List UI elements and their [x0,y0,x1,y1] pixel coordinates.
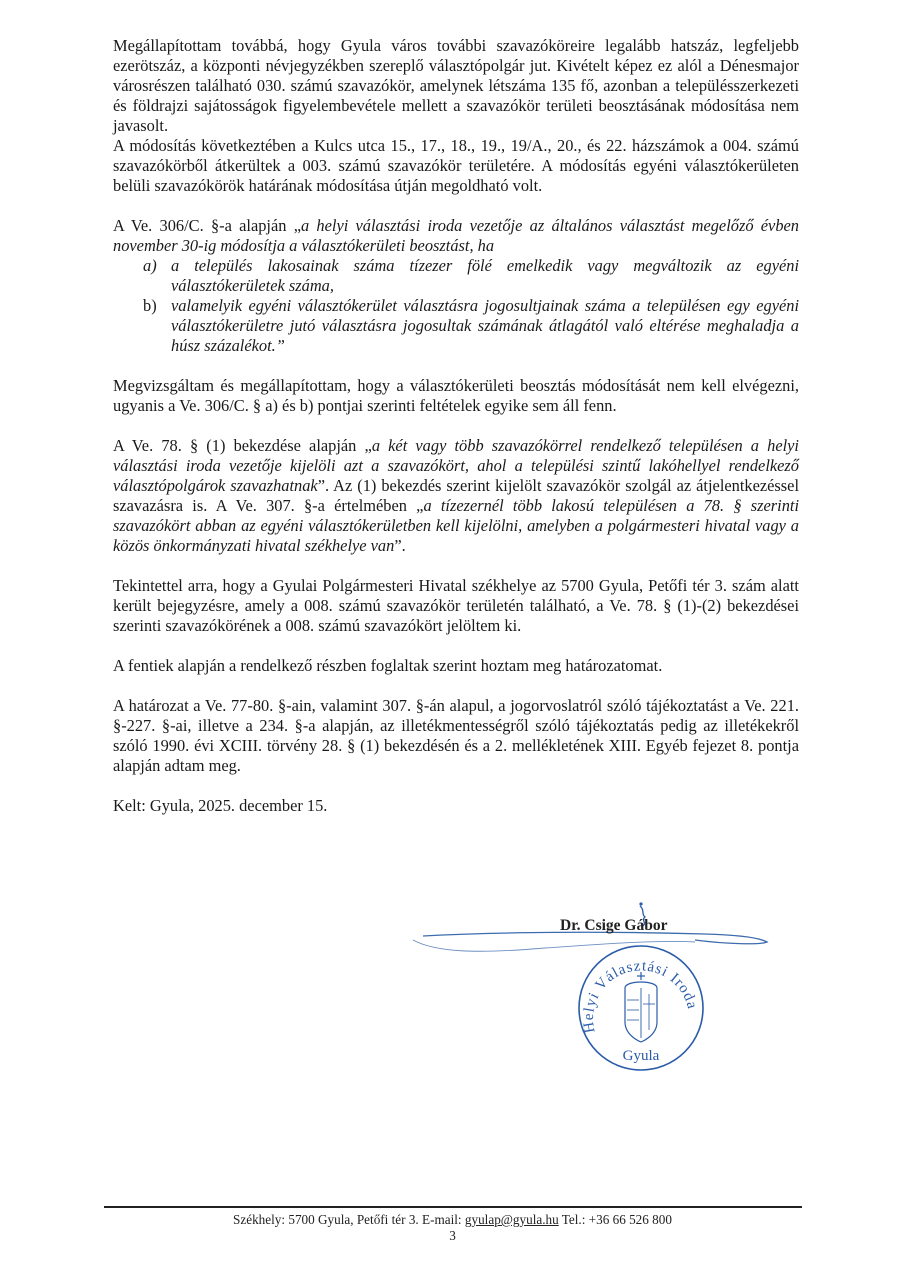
paragraph-modification: A módosítás következtében a Kulcs utca 15., 17., 18., 19., 19/A., 20., és 22. házszámok a 004. számú szavazókörből átkerültek a 003. számú szavazókör területére. A módosítás egyéni választókerületen belüli szavazókörök határának módosítása útján megoldható volt. [113,136,799,195]
paragraph-ve-78 [113,436,799,556]
list-marker: b) [143,296,157,315]
date-line: Kelt: Gyula, 2025. december 15. [113,796,328,815]
intro-text: A Ve. 306/C. §-a alapján „ [113,216,301,235]
footer-address: Székhely: 5700 Gyula, Petőfi tér 3. E-mail: [233,1212,465,1227]
quote-text: a helyi választási iroda vezetője az általános választást megelőző évben november 30-ig módosítja a választókerületi beosztást, ha [113,216,799,255]
quote-text: a két vagy több szavazókörrel rendelkező településen a helyi választási iroda vezetője kijelöli azt a szavazókört, ahol a települési szintű lakóhellyel rendelkező választópolgárok szavazhatnak [113,436,799,495]
footer-contact [0,1212,905,1228]
text-segment: A Ve. 78. § (1) bekezdése alapján „ [113,436,372,455]
footer-phone: Tel.: +36 66 526 800 [558,1212,672,1227]
page-number: 3 [449,1228,456,1243]
paragraph-ve-306c [113,216,799,256]
paragraph-conclusion: A fentiek alapján a rendelkező részben foglaltak szerint hoztam meg határozatomat. [113,656,663,675]
quote-text: a tízezernél több lakosú településen a 78. § szerinti szavazókört abban az egyéni választókerületben kell kijelölni, amelyben a polgármesteri hivatal vagy a közös önkormányzati hivatal székhelye van [113,496,799,555]
list-item-text: a település lakosainak száma tízezer fölé emelkedik vagy megváltozik az egyéni választókerületek száma, [171,256,799,295]
paragraph-designation: Tekintettel arra, hogy a Gyulai Polgármesteri Hivatal székhelye az 5700 Gyula, Petőfi tér 3. szám alatt került bejegyzésre, amely a 008. számú szavazókör területén található, a Ve. 78. § (1)-(2) bekezdései szerinti szavazókörének a 008. számú szavazókört jelöltem ki. [113,576,799,635]
list-item [113,256,799,296]
text-segment: ”. [394,536,406,555]
svg-text:Helyi Választási Iroda: Helyi Választási Iroda [580,958,701,1035]
footer-divider [104,1206,802,1208]
text-segment: ”. Az (1) bekezdés szerint kijelölt szavazókör szolgál az átjelentkezéssel szavazásra is. A Ve. 307. §-a értelmében „ [113,476,799,515]
signature-block [405,890,785,1090]
list-marker: a) [143,256,157,275]
paragraph-legal-basis: A határozat a Ve. 77-80. §-ain, valamint 307. §-án alapul, a jogorvoslatról szóló tájékoztatást a Ve. 221. §-227. §-ai, illetve a 234. §-a alapján, az illetékmentességről szóló tájékoztatás pedig az illetékekről szóló 1990. évi XCIII. törvény 28. § (1) bekezdésén és a 2. mellékletének XIII. Egyéb fejezet 8. pontja alapján adtam meg. [113,696,799,775]
stamp-city: Gyula [622,1048,660,1064]
email-link[interactable]: gyulap@gyula.hu [464,1212,559,1227]
list-item-text: valamelyik egyéni választókerület választásra jogosultjainak száma a településen egy egyéni választókerületre jutó választásra jogosultak számának átlagától való eltérése meghaladja a húsz százalékot.” [171,296,799,355]
paragraph-findings: Megvizsgáltam és megállapítottam, hogy a választókerületi beosztás módosítását nem kell elvégezni, ugyanis a Ve. 306/C. § a) és b) pontjai szerinti feltételek egyike sem áll fenn. [113,376,799,415]
signatory-name: Dr. Csige Gábor [560,917,668,934]
office-stamp-icon [579,946,703,1070]
paragraph-exceptions: Megállapítottam továbbá, hogy Gyula város további szavazóköreire legalább hatszáz, legfeljebb ezerötszáz, a központi névjegyzékben szereplő választópolgár jut. Kivételt képez ez alól a Dénesmajor városrészen található 030. számú szavazókör, amelynek létszáma 135 fő, azonban a településszerkezeti és földrajzi sajátosságok figyelembevétele mellett a szavazókör területi beosztásának módosítása nem javasolt. [113,36,799,135]
document-body [113,36,799,816]
footer [0,1212,905,1244]
conditions-list [113,256,799,356]
list-item [113,296,799,356]
